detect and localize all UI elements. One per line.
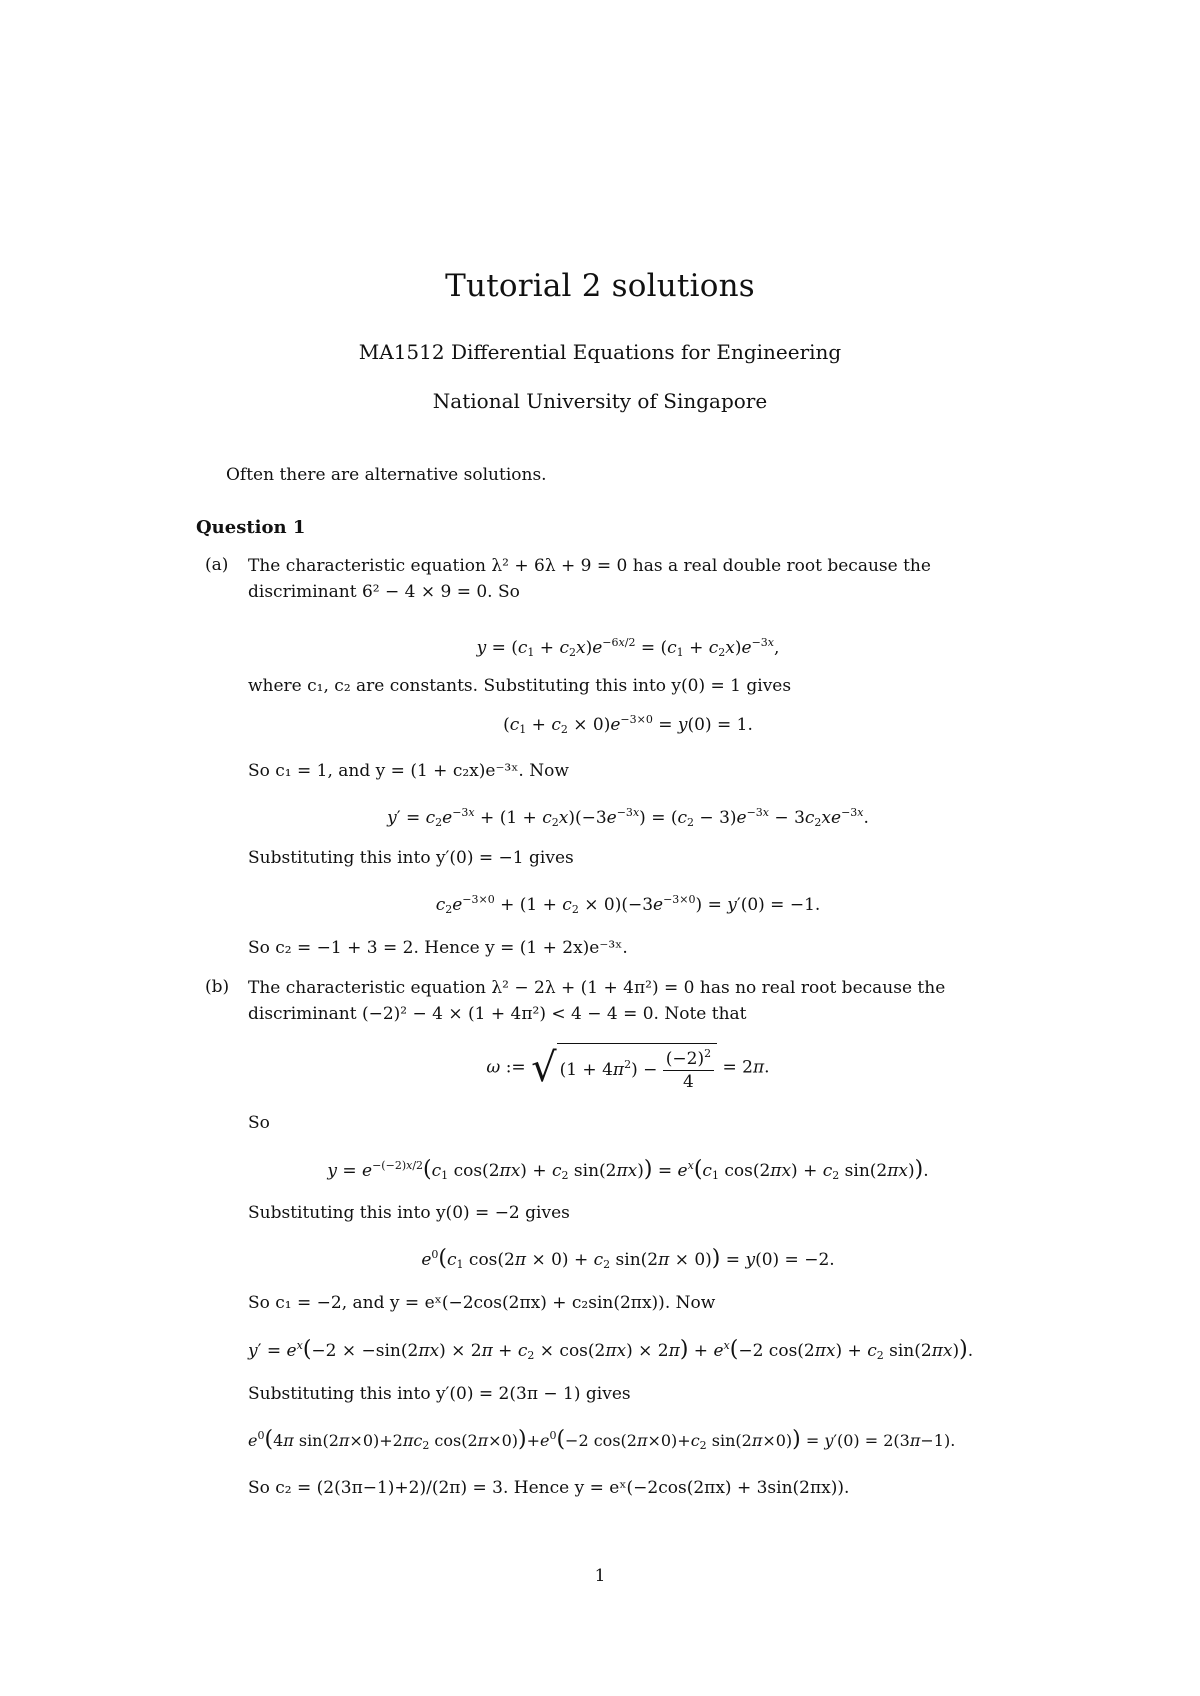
equation-initial-value-b: $e^0(c_1$ $\cos(2\pi \times 0) + c_2$ sin(2π × 0)) = y(0) = −2.: [421, 1246, 835, 1271]
equation-initial-value-a: $(c_1 + c_2 \times 0)e^{-3\times 0} = y(0) = 1$.: [503, 713, 753, 736]
course-name: MA1512 Differential Equations for Engineering: [358, 340, 842, 364]
equation-general-solution-a: $y = (c_1 + c_2x)e^{-6x/2} = (c_1 + c_2x)e^{-3x}$,: [476, 636, 780, 659]
part-a-now-text: So c₁ = 1, and y = (1 + c₂x)e⁻³ˣ. Now: [248, 761, 569, 781]
part-a-constants-text: where c₁, c₂ are constants. Substituting this into y(0) = 1 gives: [248, 676, 792, 696]
part-a-conclusion-text: So c₂ = −1 + 3 = 2. Hence y = (1 + 2x)e⁻³ˣ.: [248, 938, 628, 958]
part-b-conclusion-text: So c₂ = (2(3π−1)+2)/(2π) = 3. Hence y = eˣ(−2cos(2πx) + 3sin(2πx)).: [248, 1478, 850, 1498]
page-title: Tutorial 2 solutions: [445, 268, 755, 304]
equation-derivative-a: $y' = c_2e^{-3x} + (1 + c_2x)(-3e^{-3x}) = (c_2 - 3)e^{-3x} - 3c_2xe^{-3x}$.: [387, 806, 869, 829]
question-heading: Question 1: [196, 517, 306, 538]
equation-omega-b: ω := √ $(1 + 4\pi^2)$ − $\frac{(-2)^2}{4}$ = 2π.: [486, 1045, 770, 1092]
part-a-intro-text: The characteristic equation λ² + 6λ + 9 = 0 has a real double root because the discriminant 6² − 4 × 9 = 0. So: [248, 556, 931, 602]
equation-derivative-initial-a: $c_2e^{-3\times 0} + (1 + c_2 \times 0)(-3e^{-3\times 0}) = y'(0) = -1$.: [435, 893, 821, 916]
part-a-substituting-text: Substituting this into y′(0) = −1 gives: [248, 848, 574, 868]
university-name: National University of Singapore: [432, 389, 768, 413]
equation-general-solution-b: $y = e^{-(-2)x/2}(c_1$ $\cos(2\pi x) + c_2$ $\sin(2\pi x)) = e^x(c_1$ $\cos(2\pi x) + c_2$ sin(2πx)).: [327, 1157, 929, 1182]
equation-derivative-initial-b: $e^0(4\pi$ $\sin(2\pi\times 0)+2\pi c_2$ $\cos(2\pi\times 0))+e^0(-2$ $\cos(2\pi\times 0)+c_2$ sin(2π×0)) = y′(0) = 2(3π−1).: [248, 1427, 956, 1452]
part-b-substituting-text: Substituting this into y(0) = −2 gives: [248, 1203, 570, 1223]
part-b-derivative-text: Substituting this into y′(0) = 2(3π − 1) gives: [248, 1384, 631, 1404]
page-number: 1: [594, 1566, 606, 1586]
part-b-so-text: So: [248, 1113, 270, 1133]
part-a-label: (a): [205, 555, 229, 575]
intro-note: Often there are alternative solutions.: [226, 465, 547, 485]
part-b-label: (b): [205, 977, 230, 997]
part-b-now-text: So c₁ = −2, and y = eˣ(−2cos(2πx) + c₂sin(2πx)). Now: [248, 1293, 716, 1313]
part-b-intro-text: The characteristic equation λ² − 2λ + (1 + 4π²) = 0 has no real root because the discriminant (−2)² − 4 × (1 + 4π²) < 4 − 4 = 0. Note that: [248, 978, 946, 1024]
equation-derivative-b: $y' = e^x(-2 \times -\sin(2\pi x) \times 2\pi + c_2 \times \cos(2\pi x) \times 2\pi) + e^x(-2$ $\cos(2\pi x) + c_2$ sin(2πx)).: [248, 1337, 974, 1362]
